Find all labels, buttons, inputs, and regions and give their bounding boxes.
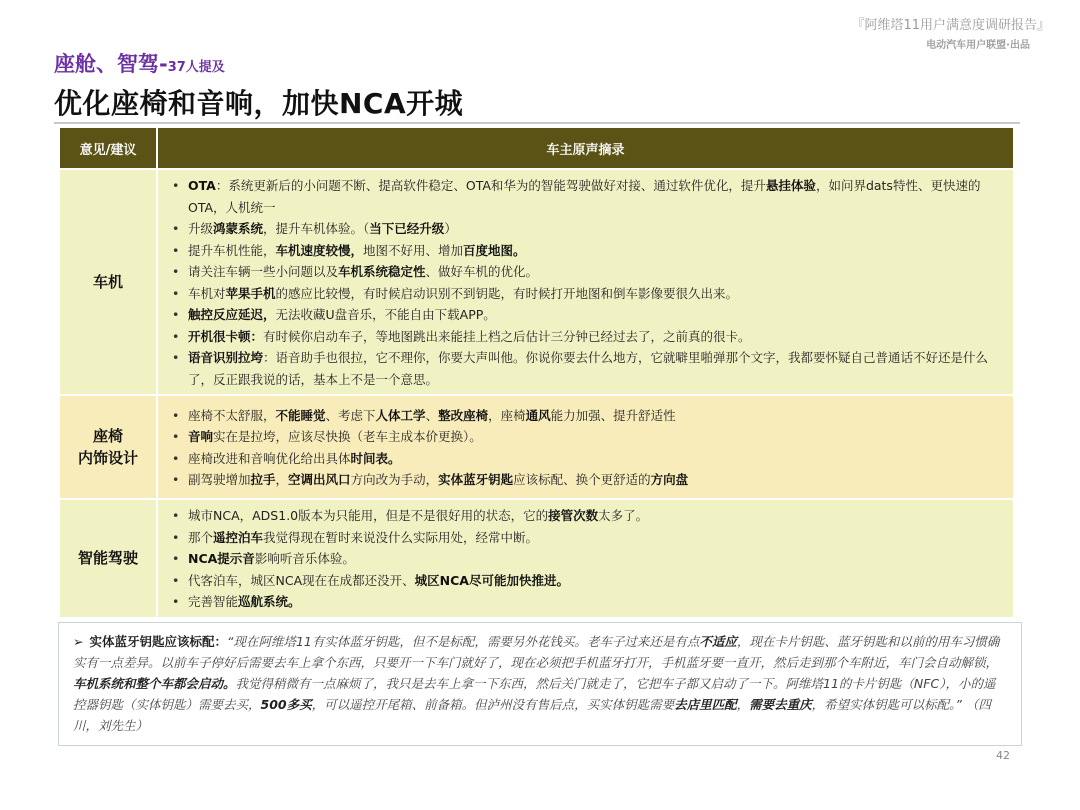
text-segment: ，希望实体钥匙可以标配。” （四川，刘先生） <box>73 697 991 733</box>
header-owner-quotes: 车主原声摘录 <box>158 128 1013 168</box>
category-cell <box>60 498 158 617</box>
list-item <box>170 304 1001 326</box>
list-item <box>170 548 1001 570</box>
list-item <box>170 405 1001 427</box>
text-segment: ，如问界dats特性、更快速的OTA，人机统一 <box>188 178 981 215</box>
emphasis-text: 触控反应延迟， <box>188 307 276 322</box>
callout-lead: 实体蓝牙钥匙应该标配： <box>89 634 227 649</box>
emphasis-text: 城区NCA尽可能加快推进。 <box>414 572 569 588</box>
list-item <box>170 283 1001 305</box>
list-item <box>170 448 1001 470</box>
page-number: 42 <box>996 749 1010 762</box>
list-item <box>170 326 1001 348</box>
header-suggestion: 意见/建议 <box>60 128 158 168</box>
emphasis-text: 拉手 <box>250 472 276 487</box>
emphasis-text: 空调出风口 <box>288 472 351 487</box>
emphasis-text: 开机很卡顿： <box>188 328 264 344</box>
text-segment: “现在阿维塔11有实体蓝牙钥匙，但不是标配，需要另外花钱买。老车子过来还是有点 <box>227 634 700 649</box>
owner-quote-callout <box>58 622 1022 746</box>
category-cell <box>60 168 158 394</box>
emphasis-text: OTA <box>188 178 216 193</box>
table-row <box>60 498 1013 617</box>
feedback-table <box>60 128 1013 617</box>
table-row <box>60 394 1013 498</box>
emphasis-text: 遥控泊车 <box>213 529 264 545</box>
text-segment: 那个 <box>188 529 214 545</box>
text-segment: ，可以遥控开尾箱、前备箱。但泸州没有售后点，买实体钥匙需要 <box>311 697 675 712</box>
quote-list <box>170 175 1001 390</box>
table-row <box>60 168 1013 394</box>
text-segment: 无法收藏U盘音乐，不能自由下载APP。 <box>275 307 496 322</box>
quote-list <box>170 505 1001 613</box>
emphasis-text: 巡航系统。 <box>238 594 301 609</box>
section-label <box>54 48 225 78</box>
report-publisher: 电动汽车用户联盟·出品 <box>926 40 1030 51</box>
text-segment: 影响听音乐体验。 <box>254 551 355 566</box>
emphasis-text: NCA提示音 <box>188 551 255 566</box>
text-segment: ，提升车机体验。（ <box>263 221 370 236</box>
text-segment: 、 <box>425 407 439 423</box>
text-segment: 地图不好用、增加 <box>363 242 464 258</box>
text-segment: 提升车机性能， <box>188 242 276 258</box>
text-segment: ，座椅 <box>488 407 526 423</box>
section-label-text: 座舱、智驾- <box>54 52 168 76</box>
text-segment: 升级 <box>188 221 214 236</box>
quotes-cell <box>158 394 1013 498</box>
text-segment: 请关注车辆一些小问题以及 <box>188 264 339 279</box>
text-segment: ，现在卡片钥匙、蓝牙钥匙和以前的用车习惯确实有一点差异。以前车子停好后需要去车上拿个东西，只要开一下车门就好了，现在必须把手机蓝牙打开，手机蓝牙要一直开，然后走到那个车附近，车门会自动解锁， <box>73 634 1000 670</box>
list-item <box>170 218 1001 240</box>
text-segment: 太多了。 <box>598 508 649 523</box>
arrow-bullet-icon: ➢ <box>73 634 84 649</box>
emphasis-text: 车机速度较慢， <box>275 242 364 258</box>
text-segment: ：语音助手也很拉，它不理你，你要大声叫他。你说你要去什么地方，它就噼里啪弹那个文字，我都要怀疑自己普通话不好还是什么了，反正跟我说的话，基本上不是一个意思。 <box>188 350 989 387</box>
text-segment: 座椅改进和音响优化给出具体 <box>188 450 351 466</box>
emphasis-text: 不能睡觉 <box>275 407 326 423</box>
list-item <box>170 505 1001 527</box>
text-segment: 座椅不太舒服， <box>188 407 276 423</box>
emphasis-text: 不适应 <box>699 634 737 649</box>
text-segment: ：系统更新后的小问题不断、提高软件稳定、OTA和华为的智能驾驶做好对接、通过软件优化，提升 <box>215 178 766 193</box>
report-title: 『阿维塔11用户满意度调研报告』 <box>851 18 1050 33</box>
category-label: 内饰设计 <box>77 449 138 467</box>
text-segment: 车机对 <box>188 285 226 301</box>
emphasis-text: 车机系统和整个车都会启动。 <box>73 676 236 691</box>
list-item <box>170 261 1001 283</box>
title-divider <box>54 122 1020 124</box>
category-label: 智能驾驶 <box>77 549 138 568</box>
emphasis-text: 当下已经升级 <box>369 221 445 236</box>
emphasis-text: 需要去重庆 <box>749 697 812 712</box>
emphasis-text: 500多买 <box>260 697 312 712</box>
emphasis-text: 鸿蒙系统 <box>213 221 264 236</box>
text-segment: ， <box>275 472 289 487</box>
text-segment: 、做好车机的优化。 <box>425 264 539 279</box>
text-segment: 的感应比较慢，有时候启动识别不到钥匙，有时候打开地图和倒车影像要很久出来。 <box>275 285 739 301</box>
list-item <box>170 591 1001 613</box>
text-segment: 实在是拉垮，应该尽快换（老车主成本价更换）。 <box>213 429 482 444</box>
text-segment: 有时候你启动车子，等地图跳出来能挂上档之后估计三分钟已经过去了，之前真的很卡。 <box>263 328 751 344</box>
emphasis-text: 音响 <box>188 429 214 444</box>
table-header-row <box>60 128 1013 168</box>
quote-list <box>170 405 1001 491</box>
emphasis-text: 通风 <box>525 407 551 423</box>
text-segment: 我觉得稍微有一点麻烦了，我只是去车上拿一下东西，然后关门就走了，它把车子都又启动了一下。阿维塔11的卡片钥匙（NFC），小的遥控器钥匙（实体钥匙）需要去买， <box>73 676 996 712</box>
category-label: 车机 <box>92 273 123 291</box>
category-cell <box>60 394 158 498</box>
emphasis-text: 时间表。 <box>350 450 401 466</box>
emphasis-text: 车机系统稳定性 <box>338 264 426 279</box>
list-item <box>170 469 1001 491</box>
text-segment: ， <box>736 697 750 712</box>
emphasis-text: 实体蓝牙钥匙 <box>438 472 514 487</box>
text-segment: 我觉得现在暂时来说没什么实际用处，经常中断。 <box>263 529 539 545</box>
page-title: 优化座椅和音响，加快NCA开城 <box>54 87 464 120</box>
text-segment: 代客泊车，城区NCA现在在成都还没开、 <box>188 572 415 588</box>
text-segment: 副驾驶增加 <box>188 472 251 487</box>
list-item <box>170 426 1001 448</box>
text-segment: 、考虑下 <box>325 407 376 423</box>
emphasis-text: 整改座椅 <box>438 407 489 423</box>
quotes-cell <box>158 498 1013 617</box>
text-segment: 完善智能 <box>188 594 239 609</box>
list-item <box>170 570 1001 592</box>
text-segment: ） <box>444 221 457 236</box>
category-label: 座椅 <box>92 427 123 445</box>
quotes-cell <box>158 168 1013 394</box>
list-item <box>170 240 1001 262</box>
emphasis-text: 去店里匹配 <box>674 697 737 712</box>
emphasis-text: 语音识别拉垮 <box>188 350 264 365</box>
emphasis-text: 方向盘 <box>650 472 689 487</box>
list-item <box>170 175 1001 218</box>
emphasis-text: 苹果手机 <box>225 285 276 301</box>
emphasis-text: 百度地图。 <box>463 242 526 258</box>
text-segment: 城市NCA，ADS1.0版本为只能用，但是不是很好用的状态，它的 <box>188 508 549 523</box>
emphasis-text: 悬挂体验 <box>765 178 816 193</box>
list-item <box>170 347 1001 390</box>
text-segment: 方向改为手动， <box>350 472 439 487</box>
text-segment: 应该标配、换个更舒适的 <box>513 472 651 487</box>
text-segment: 能力加强、提升舒适性 <box>550 407 676 423</box>
section-mention-count: 37人提及 <box>167 60 225 75</box>
emphasis-text: 接管次数 <box>548 508 599 523</box>
list-item <box>170 527 1001 549</box>
emphasis-text: 人体工学 <box>375 407 426 423</box>
